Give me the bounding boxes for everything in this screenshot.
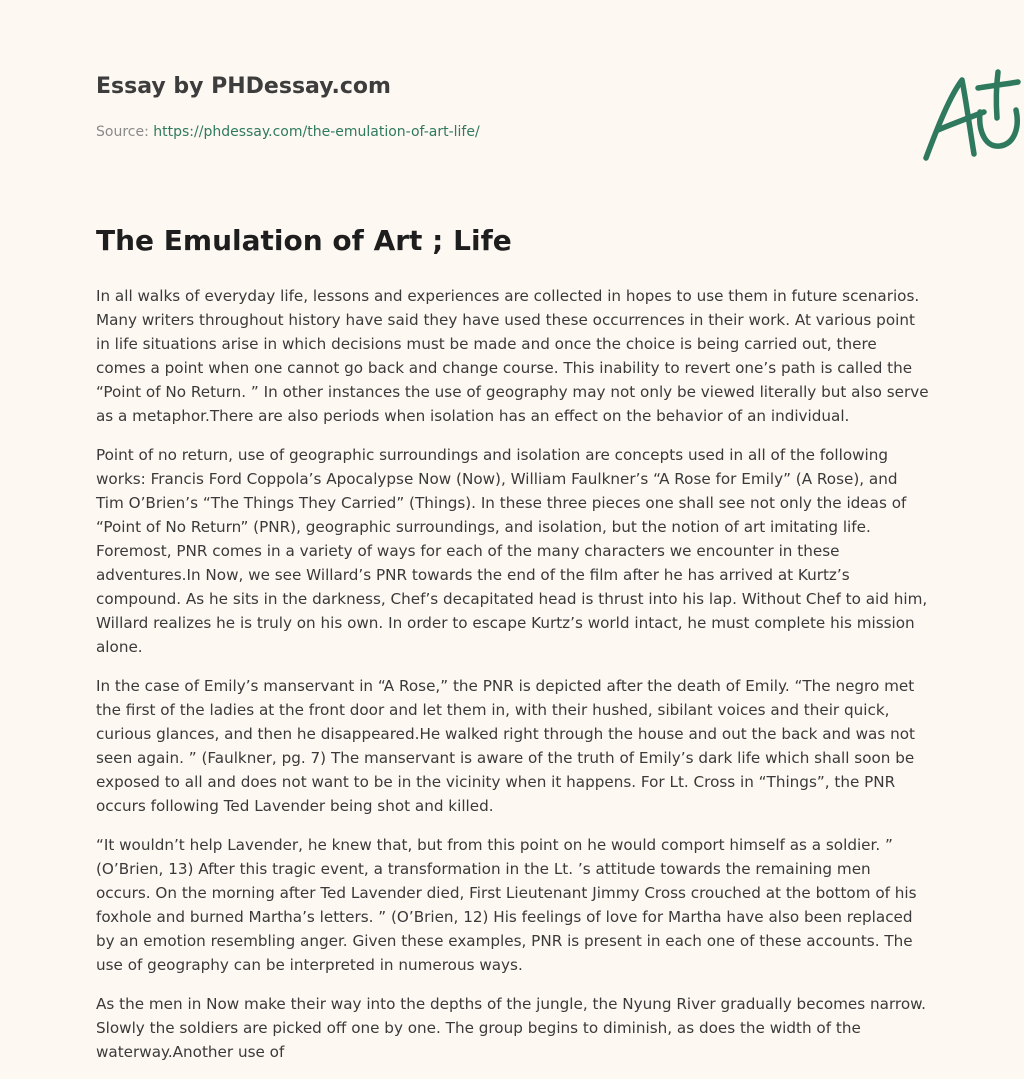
essay-paragraph: Point of no return, use of geographic surroundings and isolation are concepts used in all of the following works: Francis Ford Coppola’s Apocalypse Now (Now), William Faulkner’s “A Rose for Emily” (A Rose), and Tim O’Brien’s “The Things They Carried” (Things). In these three pieces one shall see not only the ideas of “Point of No Return” (PNR), geographic surroundings, and isolation, but the notion of art imitating life. Foremost, PNR comes in a variety of ways for each of the many characters we encounter in these adventures.In Now, we see Willard’s PNR towards the end of the film after he has arrived at Kurtz’s compound. As he sits in the darkness, Chef’s decapitated head is thrust into his lap. Without Chef to aid him, Willard realizes he is truly on his own. In order to escape Kurtz’s world intact, he must complete his mission alone. [96,446,928,656]
source-link[interactable]: https://phdessay.com/the-emulation-of-art-life/ [153,124,480,140]
essay-title: The Emulation of Art ; Life [96,224,512,257]
site-brand: Essay by PHDessay.com [96,74,391,99]
essay-paragraph: “It wouldn’t help Lavender, he knew that, but from this point on he would comport himself as a soldier. ” (O’Brien, 13) After this tragic event, a transformation in the Lt. ’s attitude towards the remaining men occurs. On the morning after Ted Lavender died, First Lieutenant Jimmy Cross crouched at the bottom of his foxhole and burned Martha’s letters. ” (O’Brien, 12) His feelings of love for Martha have also been replaced by an emotion resembling anger. Given these examples, PNR is present in each one of these accounts. The use of geography can be interpreted in numerous ways. [96,836,917,974]
source-line [96,124,480,140]
essay-paragraph: In all walks of everyday life, lessons and experiences are collected in hopes to use them in future scenarios. Many writers throughout history have said they have used these occurrences in their work. At various point in life situations arise in which decisions must be made and once the choice is being carried out, there comes a point when one cannot go back and change course. This inability to revert one’s path is called the “Point of No Return. ” In other instances the use of geography may not only be viewed literally but also serve as a metaphor.There are also periods when isolation has an effect on the behavior of an individual. [96,287,929,425]
essay-body [96,284,930,1079]
essay-paragraph: As the men in Now make their way into the depths of the jungle, the Nyung River gradually becomes narrow. Slowly the soldiers are picked off one by one. The group begins to diminish, as does the width of the waterway.Another use of [96,995,926,1061]
a-plus-logo-icon [916,66,1024,166]
source-label: Source: [96,124,154,140]
essay-paragraph: In the case of Emily’s manservant in “A Rose,” the PNR is depicted after the death of Emily. “The negro met the first of the ladies at the front door and let them in, with their hushed, sibilant voices and their quick, curious glances, and then he disappeared.He walked right through the house and out the back and was not seen again. ” (Faulkner, pg. 7) The manservant is aware of the truth of Emily’s dark life which shall soon be exposed to all and does not want to be in the vicinity when it happens. For Lt. Cross in “Things”, the PNR occurs following Ted Lavender being shot and killed. [96,677,915,815]
